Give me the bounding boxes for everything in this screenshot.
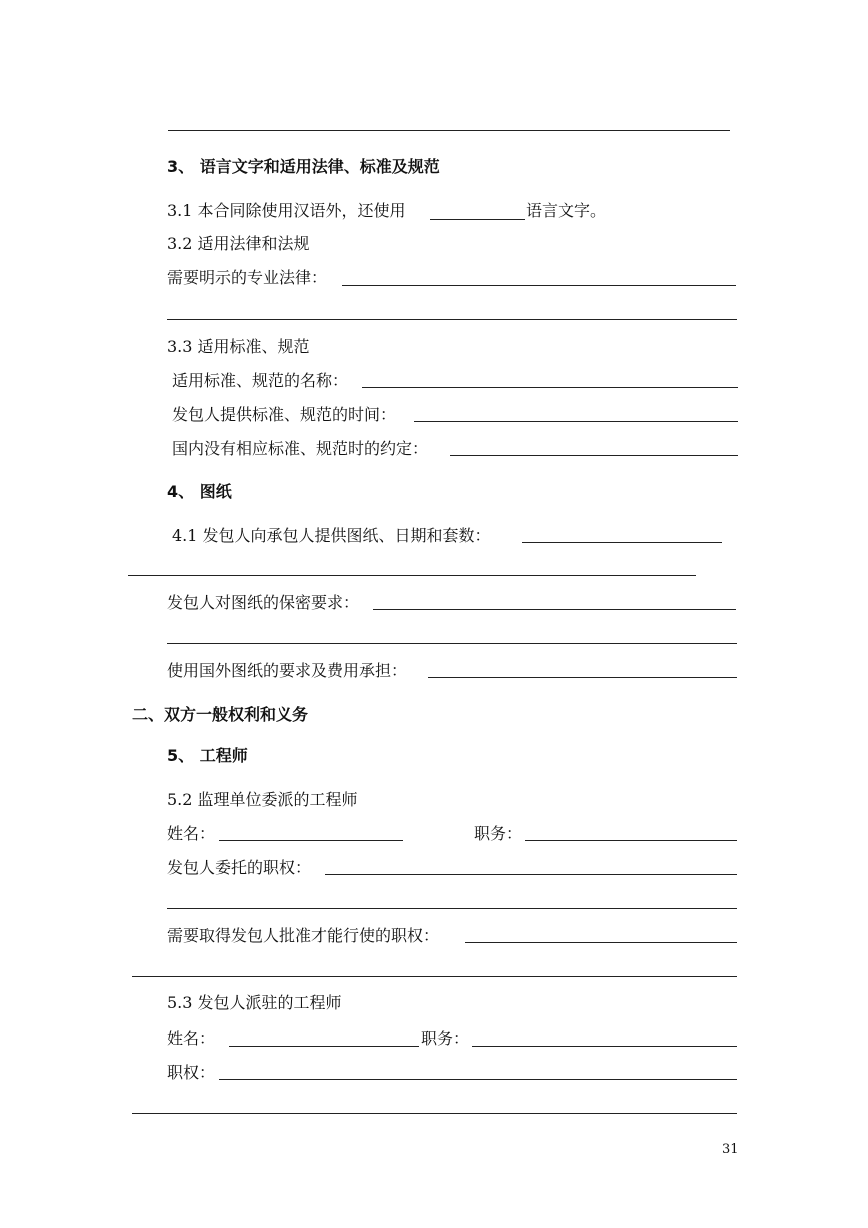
section-4-heading: 4、 图纸: [167, 482, 232, 501]
std-none-label: 国内没有相应标准、规范时的约定：: [172, 439, 429, 458]
resident-post-blank[interactable]: [472, 1046, 737, 1047]
drawings-blank[interactable]: [522, 542, 722, 543]
secrecy-label: 发包人对图纸的保密要求：: [167, 593, 360, 612]
std-name-label: 适用标准、规范的名称：: [172, 371, 349, 390]
std-time-blank[interactable]: [414, 421, 738, 422]
page-number: 31: [722, 1142, 739, 1157]
secrecy-blank[interactable]: [373, 609, 736, 610]
drawings-blank-2[interactable]: [128, 575, 696, 576]
clause-3-3-heading: 3.3 适用标准、规范: [167, 337, 310, 356]
clause-5-3-heading: 5.3 发包人派驻的工程师: [167, 993, 342, 1012]
engineer-name-blank[interactable]: [219, 840, 403, 841]
resident-authority-blank[interactable]: [219, 1079, 737, 1080]
clause-5-2-heading: 5.2 监理单位委派的工程师: [167, 790, 358, 809]
clause-3-1-text: 3.1 本合同除使用汉语外，还使用: [167, 201, 406, 220]
clause-3-1-suffix: 语言文字。: [526, 201, 607, 220]
engineer-name-label: 姓名：: [167, 824, 216, 843]
authority-label: 发包人委托的职权：: [167, 858, 312, 877]
approval-authority-blank-2[interactable]: [132, 976, 737, 977]
std-time-label: 发包人提供标准、规范的时间：: [172, 405, 397, 424]
resident-name-label: 姓名：: [167, 1029, 216, 1048]
law-blank[interactable]: [342, 285, 736, 286]
resident-authority-label: 职权：: [167, 1063, 216, 1082]
engineer-post-label: 职务：: [474, 824, 523, 843]
clause-3-2-heading: 3.2 适用法律和法规: [167, 234, 310, 253]
language-blank[interactable]: [430, 219, 525, 220]
authority-blank-2[interactable]: [167, 908, 737, 909]
section-5-heading: 5、 工程师: [167, 746, 248, 765]
foreign-drawings-blank[interactable]: [428, 677, 737, 678]
resident-name-blank[interactable]: [229, 1046, 419, 1047]
blank-line-top: [168, 130, 730, 131]
resident-post-label: 职务：: [421, 1029, 470, 1048]
approval-authority-label: 需要取得发包人批准才能行使的职权：: [167, 926, 440, 945]
part-2-heading: 二、双方一般权利和义务: [132, 705, 309, 724]
law-blank-2[interactable]: [167, 319, 737, 320]
std-none-blank[interactable]: [450, 455, 738, 456]
secrecy-blank-2[interactable]: [167, 643, 737, 644]
engineer-post-blank[interactable]: [525, 840, 737, 841]
law-label: 需要明示的专业法律：: [167, 268, 328, 287]
clause-4-1-text: 4.1 发包人向承包人提供图纸、日期和套数：: [172, 526, 491, 545]
authority-blank[interactable]: [325, 874, 737, 875]
approval-authority-blank[interactable]: [465, 942, 737, 943]
std-name-blank[interactable]: [362, 387, 738, 388]
foreign-drawings-label: 使用国外图纸的要求及费用承担：: [167, 661, 408, 680]
section-3-heading: 3、 语言文字和适用法律、标准及规范: [167, 157, 440, 176]
resident-authority-blank-2[interactable]: [132, 1113, 737, 1114]
